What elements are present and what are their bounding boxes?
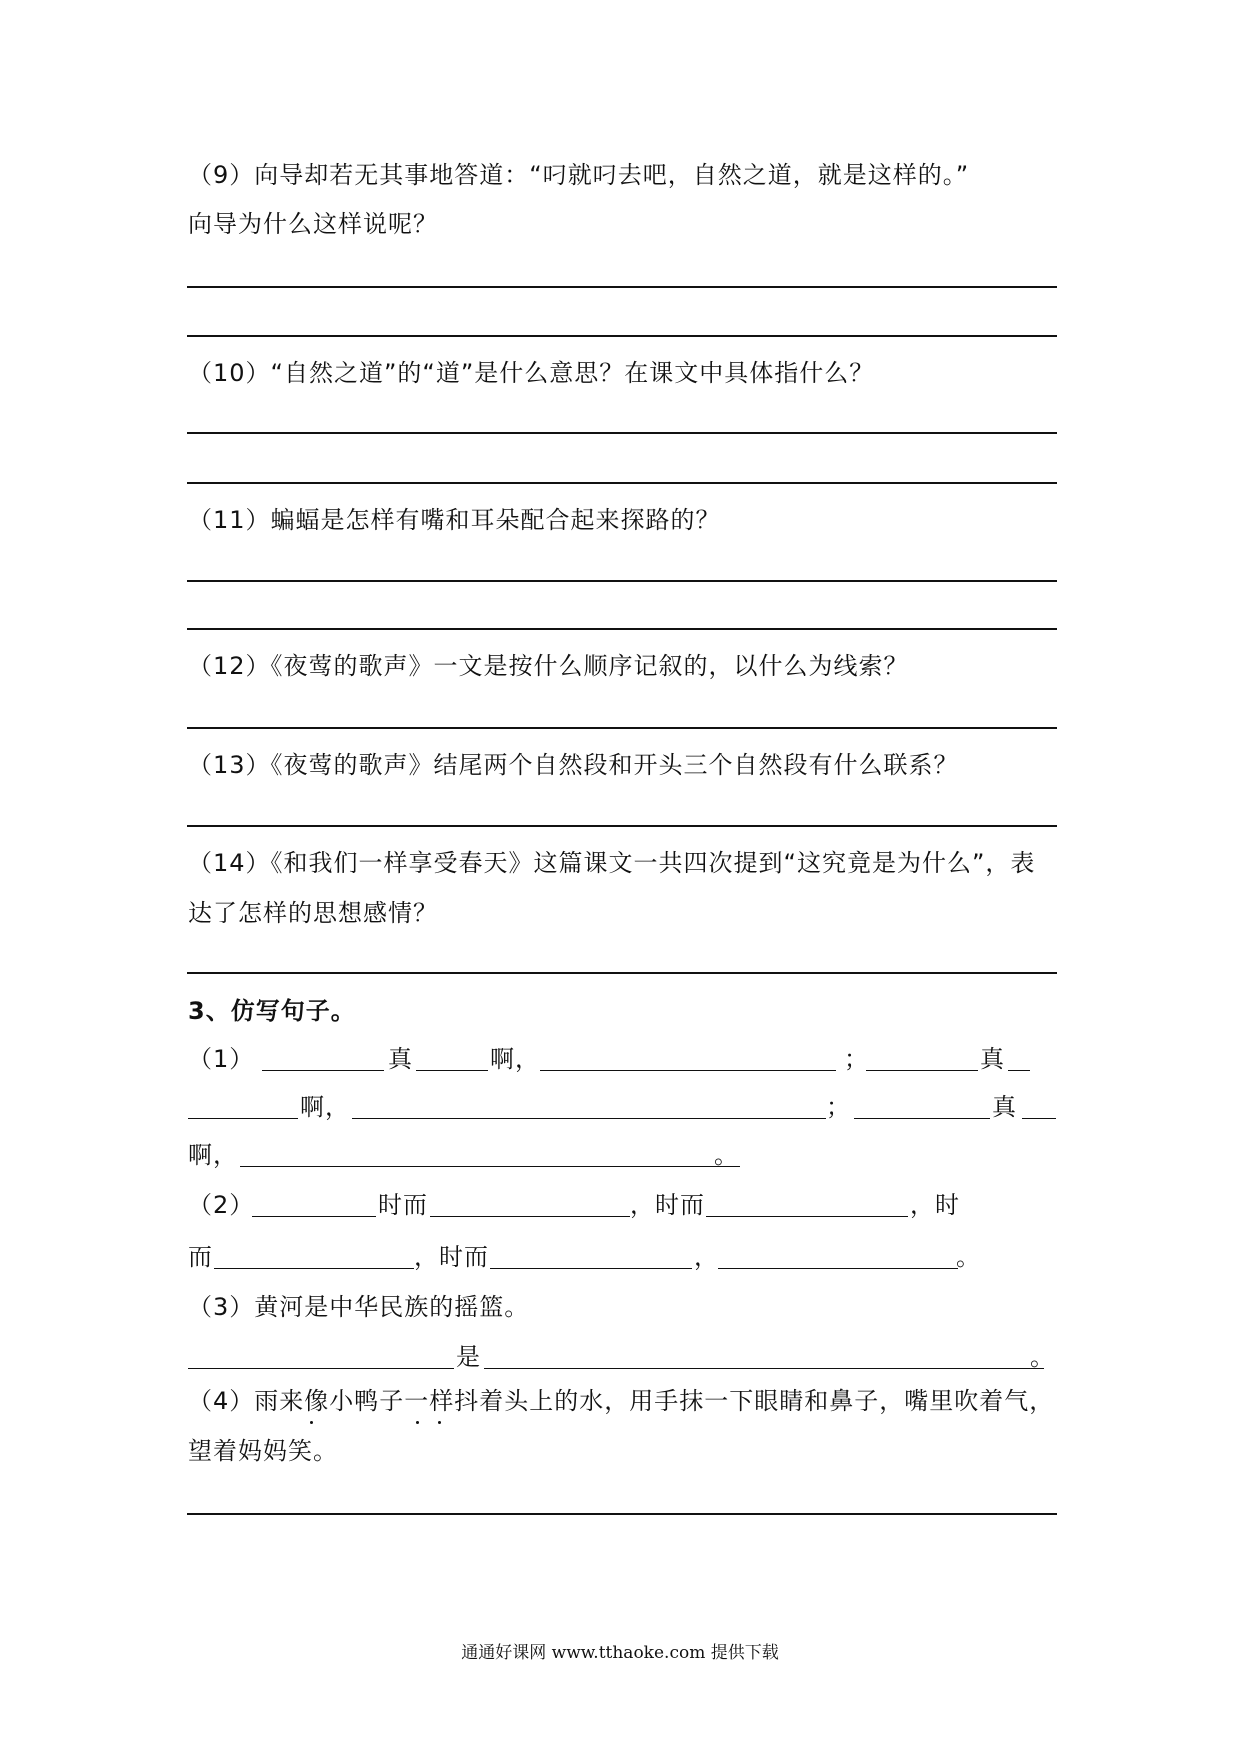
answer-line[interactable] bbox=[187, 286, 1057, 288]
period: 。 bbox=[714, 1141, 739, 1169]
answer-line[interactable] bbox=[187, 727, 1057, 729]
word-zhen: 真 bbox=[992, 1093, 1017, 1121]
section-3-heading: 3、仿写句子。 bbox=[188, 997, 356, 1025]
blank[interactable] bbox=[214, 1268, 414, 1269]
answer-line[interactable] bbox=[187, 335, 1057, 337]
item-4-line-2: 望着妈妈笑。 bbox=[188, 1437, 338, 1465]
blank[interactable] bbox=[1008, 1070, 1030, 1071]
blank[interactable] bbox=[1022, 1118, 1056, 1119]
blank[interactable] bbox=[240, 1166, 740, 1167]
answer-line[interactable] bbox=[187, 432, 1057, 434]
answer-line[interactable] bbox=[187, 972, 1057, 974]
period: 。 bbox=[1030, 1343, 1055, 1371]
item-4-line-1: （4）雨来像小鸭子一样抖着头上的水，用手抹一下眼睛和鼻子，嘴里吹着气， bbox=[188, 1387, 1055, 1415]
blank[interactable] bbox=[188, 1368, 454, 1369]
word-comma-shi: ，时 bbox=[910, 1191, 960, 1219]
blank[interactable] bbox=[352, 1118, 826, 1119]
word-zhen: 真 bbox=[980, 1045, 1005, 1073]
question-11: （11）蝙蝠是怎样有嘴和耳朵配合起来探路的？ bbox=[188, 506, 721, 534]
blank[interactable] bbox=[484, 1368, 1044, 1369]
period: 。 bbox=[956, 1243, 981, 1271]
word-semicolon: ； bbox=[826, 1093, 851, 1121]
word-shi: 是 bbox=[456, 1343, 481, 1371]
footer-credit: 通通好课网 www.tthaoke.com 提供下载 bbox=[461, 1643, 779, 1663]
word-shier: 时而 bbox=[378, 1191, 428, 1219]
question-10: （10）“自然之道”的“道”是什么意思？在课文中具体指什么？ bbox=[188, 359, 875, 387]
word-zhen: 真 bbox=[388, 1045, 413, 1073]
word-comma: ， bbox=[694, 1243, 719, 1271]
answer-line[interactable] bbox=[187, 1513, 1057, 1515]
answer-line[interactable] bbox=[187, 580, 1057, 582]
blank[interactable] bbox=[252, 1216, 376, 1217]
item-1-number: （1） bbox=[188, 1045, 255, 1073]
blank[interactable] bbox=[866, 1070, 978, 1071]
question-12: （12）《夜莺的歌声》一文是按什么顺序记叙的，以什么为线索？ bbox=[188, 652, 909, 680]
blank[interactable] bbox=[262, 1070, 384, 1071]
word-er: 而 bbox=[188, 1243, 213, 1271]
answer-line[interactable] bbox=[187, 628, 1057, 630]
word-comma-shier: ，时而 bbox=[630, 1191, 705, 1219]
blank[interactable] bbox=[188, 1118, 298, 1119]
blank[interactable] bbox=[540, 1070, 836, 1071]
question-14-line-1: （14）《和我们一样享受春天》这篇课文一共四次提到“这究竟是为什么”，表 bbox=[188, 849, 1036, 877]
question-13: （13）《夜莺的歌声》结尾两个自然段和开头三个自然段有什么联系？ bbox=[188, 751, 959, 779]
blank[interactable] bbox=[718, 1268, 958, 1269]
emphasis-dot bbox=[310, 1421, 313, 1424]
word-a: 啊， bbox=[490, 1045, 540, 1073]
emphasis-dot bbox=[416, 1421, 419, 1424]
question-9-line-2: 向导为什么这样说呢？ bbox=[188, 210, 438, 238]
blank[interactable] bbox=[416, 1070, 488, 1071]
item-3-text: （3）黄河是中华民族的摇篮。 bbox=[188, 1293, 530, 1321]
question-9-line-1: （9）向导却若无其事地答道：“叼就叼去吧，自然之道，就是这样的。” bbox=[188, 161, 970, 189]
question-14-line-2: 达了怎样的思想感情？ bbox=[188, 899, 438, 927]
answer-line[interactable] bbox=[187, 482, 1057, 484]
emphasis-dot bbox=[438, 1421, 441, 1424]
blank[interactable] bbox=[490, 1268, 692, 1269]
word-a: 啊， bbox=[188, 1141, 238, 1169]
word-semicolon: ； bbox=[844, 1045, 869, 1073]
word-a: 啊， bbox=[300, 1093, 350, 1121]
blank[interactable] bbox=[706, 1216, 908, 1217]
word-comma-shier: ，时而 bbox=[414, 1243, 489, 1271]
blank[interactable] bbox=[430, 1216, 630, 1217]
blank[interactable] bbox=[854, 1118, 990, 1119]
answer-line[interactable] bbox=[187, 825, 1057, 827]
item-2-number: （2） bbox=[188, 1191, 255, 1219]
